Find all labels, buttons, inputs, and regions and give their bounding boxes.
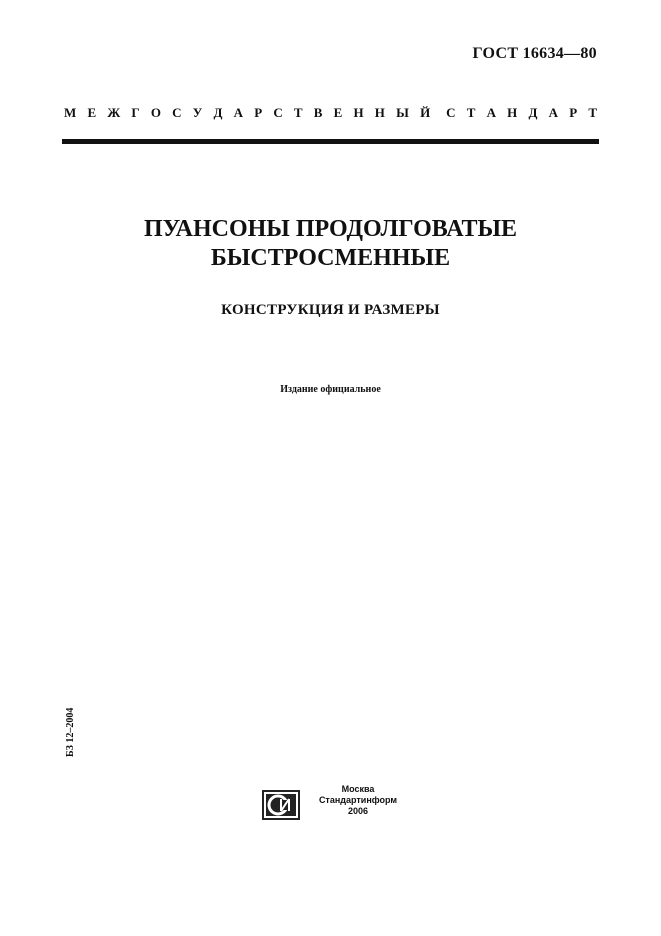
publisher-block (262, 784, 412, 824)
heading-letter: Н (374, 105, 385, 120)
standard-type-heading (64, 105, 597, 121)
side-code: БЗ 12–2004 (65, 707, 76, 757)
gost-code: ГОСТ 16634—80 (472, 45, 597, 62)
heading-letter: А (486, 105, 496, 120)
heading-letter: Д (528, 105, 538, 120)
heading-letter: Р (254, 105, 263, 120)
heading-letter: А (548, 105, 558, 120)
publisher-name: Стандартинформ (318, 795, 398, 805)
document-subtitle: КОНСТРУКЦИЯ И РАЗМЕРЫ (221, 302, 440, 318)
heading-letter: Т (466, 105, 476, 120)
heading-letter: В (313, 105, 323, 120)
edition-note: Издание официальное (280, 384, 381, 395)
heading-letter: М (64, 105, 77, 120)
heading-letter: С (446, 105, 456, 120)
title-line-1: ПУАНСОНЫ ПРОДОЛГОВАТЫЕ (143, 216, 518, 242)
standartinform-logo-icon (262, 790, 300, 820)
document-title (0, 215, 661, 273)
heading-letter: Н (507, 105, 518, 120)
heading-letter: Т (588, 105, 597, 120)
standard-type-word-2 (446, 105, 597, 121)
header-divider (62, 139, 599, 144)
heading-letter: Ж (107, 105, 121, 120)
heading-letter: Т (293, 105, 303, 120)
standard-type-word-1 (64, 105, 430, 121)
heading-letter: О (150, 105, 161, 120)
heading-letter: Е (87, 105, 97, 120)
heading-letter: А (233, 105, 243, 120)
heading-letter: Г (131, 105, 140, 120)
publisher-year: 2006 (347, 806, 369, 816)
heading-letter: Е (333, 105, 343, 120)
heading-letter: Н (353, 105, 364, 120)
title-line-2: БЫСТРОСМЕННЫЕ (210, 245, 451, 271)
heading-letter: С (273, 105, 283, 120)
heading-letter: У (192, 105, 203, 120)
publisher-city: Москва (341, 784, 375, 794)
heading-letter: Й (420, 105, 431, 120)
heading-letter: Д (213, 105, 223, 120)
publisher-text (306, 784, 410, 817)
heading-letter: Ы (396, 105, 409, 120)
heading-letter: С (172, 105, 182, 120)
heading-letter: Р (569, 105, 578, 120)
